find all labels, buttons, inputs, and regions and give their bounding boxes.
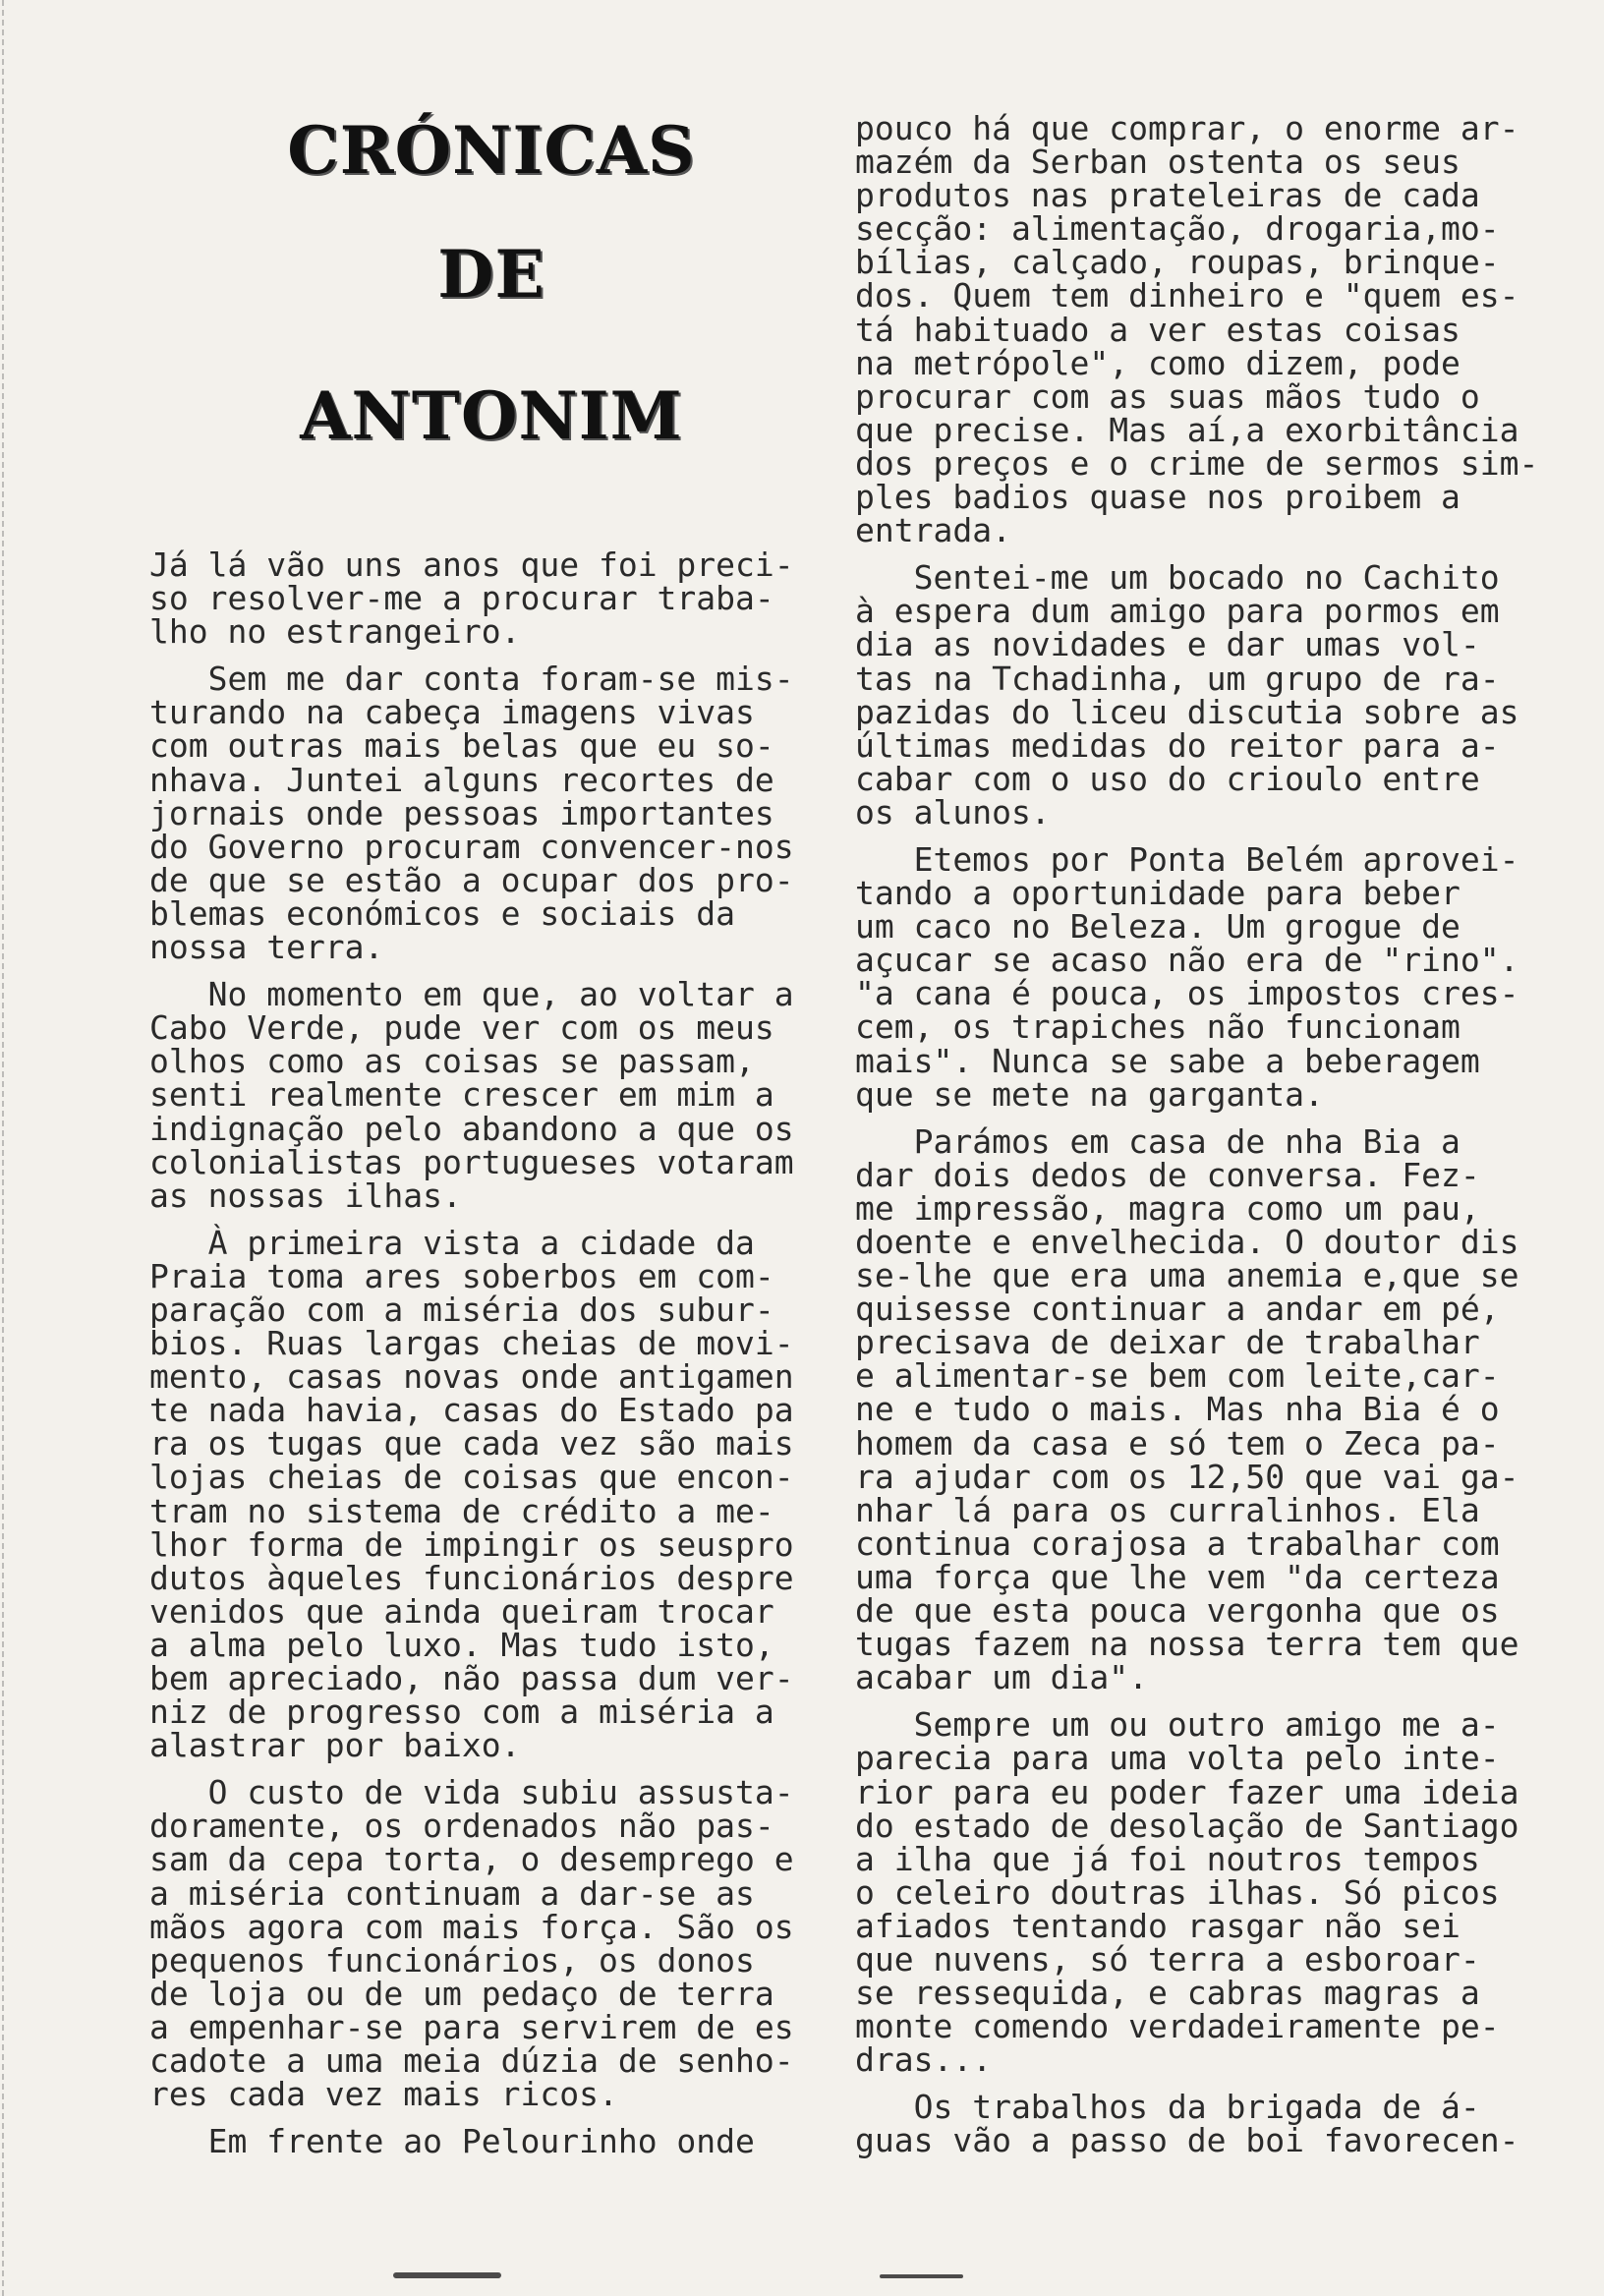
text-line: cabar com o uso do crioulo entre: [855, 759, 1480, 798]
text-line: as nossas ilhas.: [149, 1176, 462, 1215]
text-line: tram no sistema de crédito a me-: [149, 1491, 774, 1530]
article-title: [177, 88, 806, 454]
text-line: de que se estão a ocupar dos pro-: [149, 860, 794, 899]
text-line: dar dois dedos de conversa. Fez-: [855, 1155, 1480, 1194]
text-line: Sentei-me um bocado no Cachito: [855, 558, 1500, 598]
text-line: ra ajudar com os 12,50 que vai ga-: [855, 1457, 1519, 1496]
text-line: dos preços e o crime de sermos sim-: [855, 443, 1539, 483]
text-line: Os trabalhos da brigada de á-: [855, 2088, 1480, 2127]
title-line-3: ANTONIM: [300, 377, 683, 454]
paragraph: [149, 545, 828, 652]
paragraph: [149, 660, 828, 967]
text-line: tá habituado a ver estas coisas: [855, 310, 1461, 349]
paragraph: [149, 1773, 828, 2114]
text-line: nhar lá para os curralinhos. Ela: [855, 1490, 1480, 1529]
text-line: produtos nas prateleiras de cada: [855, 176, 1480, 215]
text-line: que nuvens, só terra a esboroar-: [855, 1939, 1480, 1979]
text-line: de loja ou de um pedaço de terra: [149, 1974, 774, 2013]
text-line: procurar com as suas mãos tudo o: [855, 376, 1480, 416]
text-line: quisesse continuar a andar em pé,: [855, 1290, 1500, 1329]
text-line: res cada vez mais ricos.: [149, 2075, 618, 2114]
text-line: parecia para uma volta pelo inte-: [855, 1739, 1500, 1778]
text-line: açucar se acaso não era de "rino".: [855, 941, 1519, 980]
text-line: mais". Nunca se sabe a beberagem: [855, 1041, 1480, 1080]
text-line: Praia toma ares soberbos em com-: [149, 1256, 774, 1295]
text-line: sam da cepa torta, o desemprego e: [149, 1840, 794, 1879]
text-line: me impressão, magra como um pau,: [855, 1188, 1480, 1228]
text-line: que precise. Mas aí,a exorbitância: [855, 410, 1519, 449]
text-line: monte comendo verdadeiramente pe-: [855, 2007, 1500, 2046]
text-line: secção: alimentação, drogaria,mo-: [855, 209, 1500, 249]
text-line: colonialistas portugueses votaram: [149, 1142, 794, 1181]
text-line: precisava de deixar de trabalhar: [855, 1323, 1480, 1362]
paragraph: [855, 839, 1563, 1114]
text-line: a miséria continuam a dar-se as: [149, 1873, 755, 1913]
text-line: guas vão a passo de boi favorecen-: [855, 2121, 1519, 2160]
paragraph: [149, 2122, 828, 2161]
text-line: tas na Tchadinha, um grupo de ra-: [855, 659, 1500, 698]
text-line: ples badios quase nos proibem a: [855, 478, 1461, 517]
text-line: bios. Ruas largas cheias de movi-: [149, 1324, 794, 1363]
text-line: o celeiro doutras ilhas. Só picos: [855, 1872, 1500, 1912]
text-line: à espera dum amigo para pormos em: [855, 592, 1500, 631]
text-line: e alimentar-se bem com leite,car-: [855, 1356, 1500, 1396]
text-line: acabar um dia".: [855, 1658, 1149, 1697]
ink-smudge: [393, 2272, 501, 2278]
text-line: pouco há que comprar, o enorme ar-: [855, 109, 1519, 147]
text-line: so resolver-me a procurar traba-: [149, 579, 774, 618]
text-line: mãos agora com mais força. São os: [149, 1907, 794, 1946]
text-line: mento, casas novas onde antigamen: [149, 1357, 794, 1397]
text-line: dutos àqueles funcionários despre: [149, 1558, 794, 1597]
text-line: ra os tugas que cada vez são mais: [149, 1424, 794, 1464]
text-line: turando na cabeça imagens vivas: [149, 693, 755, 732]
title-line-1: CRÓNICAS: [287, 112, 696, 189]
text-line: dras...: [855, 2040, 993, 2080]
text-line: uma força que lhe vem "da certeza: [855, 1557, 1500, 1596]
text-line: Sem me dar conta foram-se mis-: [149, 660, 794, 699]
text-line: continua corajosa a trabalhar com: [855, 1523, 1500, 1563]
text-line: Sempre um ou outro amigo me a-: [855, 1705, 1500, 1745]
paragraph: [855, 109, 1563, 550]
text-line: bílias, calçado, roupas, brinque-: [855, 243, 1500, 282]
text-line: blemas económicos e sociais da: [149, 893, 736, 933]
text-line: doramente, os ordenados não pas-: [149, 1807, 774, 1846]
paragraph: [855, 1121, 1563, 1697]
title-line-2: DE: [437, 236, 545, 313]
text-line: os alunos.: [855, 792, 1051, 832]
text-line: jornais onde pessoas importantes: [149, 793, 774, 832]
paragraph: [149, 1223, 828, 1765]
text-line: do estado de desolação de Santiago: [855, 1806, 1519, 1845]
punch-hole-margin: [2, 0, 10, 2296]
text-line: se ressequida, e cabras magras a: [855, 1974, 1480, 2013]
text-line: cadote a uma meia dúzia de senho-: [149, 2041, 794, 2081]
text-line: indignação pelo abandono a que os: [149, 1109, 794, 1148]
paragraph: [855, 558, 1563, 832]
text-line: Cabo Verde, pude ver com os meus: [149, 1008, 774, 1048]
text-line: que se mete na garganta.: [855, 1074, 1324, 1114]
text-line: senti realmente crescer em mim a: [149, 1075, 774, 1115]
text-line: "a cana é pouca, os impostos cres-: [855, 974, 1519, 1013]
text-line: lhor forma de impingir os seuspro: [149, 1524, 794, 1564]
paragraph: [855, 2088, 1563, 2160]
text-line: a alma pelo luxo. Mas tudo isto,: [149, 1625, 774, 1664]
text-line: com outras mais belas que eu so-: [149, 726, 774, 766]
text-line: No momento em que, ao voltar a: [149, 975, 794, 1014]
text-line: se-lhe que era uma anemia e,que se: [855, 1256, 1519, 1295]
text-line: doente e envelhecida. O doutor dis: [855, 1223, 1519, 1261]
text-line: Parámos em casa de nha Bia a: [855, 1121, 1461, 1161]
text-line: entrada.: [855, 511, 1011, 550]
text-line: Em frente ao Pelourinho onde: [149, 2122, 755, 2161]
text-line: rior para eu poder fazer uma ideia: [855, 1772, 1519, 1811]
text-line: dos. Quem tem dinheiro e "quem es-: [855, 276, 1519, 316]
text-line: O custo de vida subiu assusta-: [149, 1773, 794, 1812]
text-line: venidos que ainda queiram trocar: [149, 1591, 774, 1631]
paragraph: [149, 975, 828, 1215]
text-line: de que esta pouca vergonha que os: [855, 1591, 1500, 1631]
text-line: bem apreciado, não passa dum ver-: [149, 1659, 794, 1697]
text-line: Etemos por Ponta Belém aprovei-: [855, 839, 1519, 879]
text-line: um caco no Beleza. Um grogue de: [855, 907, 1461, 947]
text-line: afiados tentando rasgar não sei: [855, 1906, 1461, 1945]
text-line: niz de progresso com a miséria a: [149, 1693, 774, 1732]
left-column: [149, 545, 828, 2161]
text-line: nossa terra.: [149, 928, 384, 967]
text-line: tugas fazem na nossa terra tem que: [855, 1625, 1519, 1664]
text-line: alastrar por baixo.: [149, 1726, 521, 1765]
paragraph: [855, 1705, 1563, 2080]
text-line: mazém da Serban ostenta os seus: [855, 143, 1461, 182]
right-column: [855, 109, 1563, 2160]
text-line: Já lá vão uns anos que foi preci-: [149, 545, 794, 584]
text-line: lho no estrangeiro.: [149, 612, 521, 652]
text-line: do Governo procuram convencer-nos: [149, 827, 794, 866]
text-line: cem, os trapiches não funcionam: [855, 1007, 1461, 1047]
text-line: te nada havia, casas do Estado pa: [149, 1391, 794, 1430]
text-line: lojas cheias de coisas que encon-: [149, 1458, 794, 1497]
text-line: paração com a miséria dos subur-: [149, 1290, 774, 1329]
text-line: na metrópole", como dizem, pode: [855, 343, 1461, 382]
text-line: a ilha que já foi noutros tempos: [855, 1839, 1480, 1878]
text-line: a empenhar-se para servirem de es: [149, 2007, 794, 2046]
ink-smudge: [880, 2274, 963, 2278]
text-line: ne e tudo o mais. Mas nha Bia é o: [855, 1390, 1500, 1429]
text-line: À primeira vista a cidade da: [149, 1223, 755, 1262]
text-line: dia as novidades e dar umas vol-: [855, 625, 1480, 664]
text-line: pazidas do liceu discutia sobre as: [855, 692, 1519, 731]
text-line: últimas medidas do reitor para a-: [855, 725, 1500, 765]
text-line: olhos como as coisas se passam,: [149, 1042, 755, 1081]
text-line: homem da casa e só tem o Zeca pa-: [855, 1423, 1500, 1463]
text-line: pequenos funcionários, os donos: [149, 1940, 755, 1980]
text-line: tando a oportunidade para beber: [855, 874, 1461, 913]
text-line: nhava. Juntei alguns recortes de: [149, 760, 774, 799]
